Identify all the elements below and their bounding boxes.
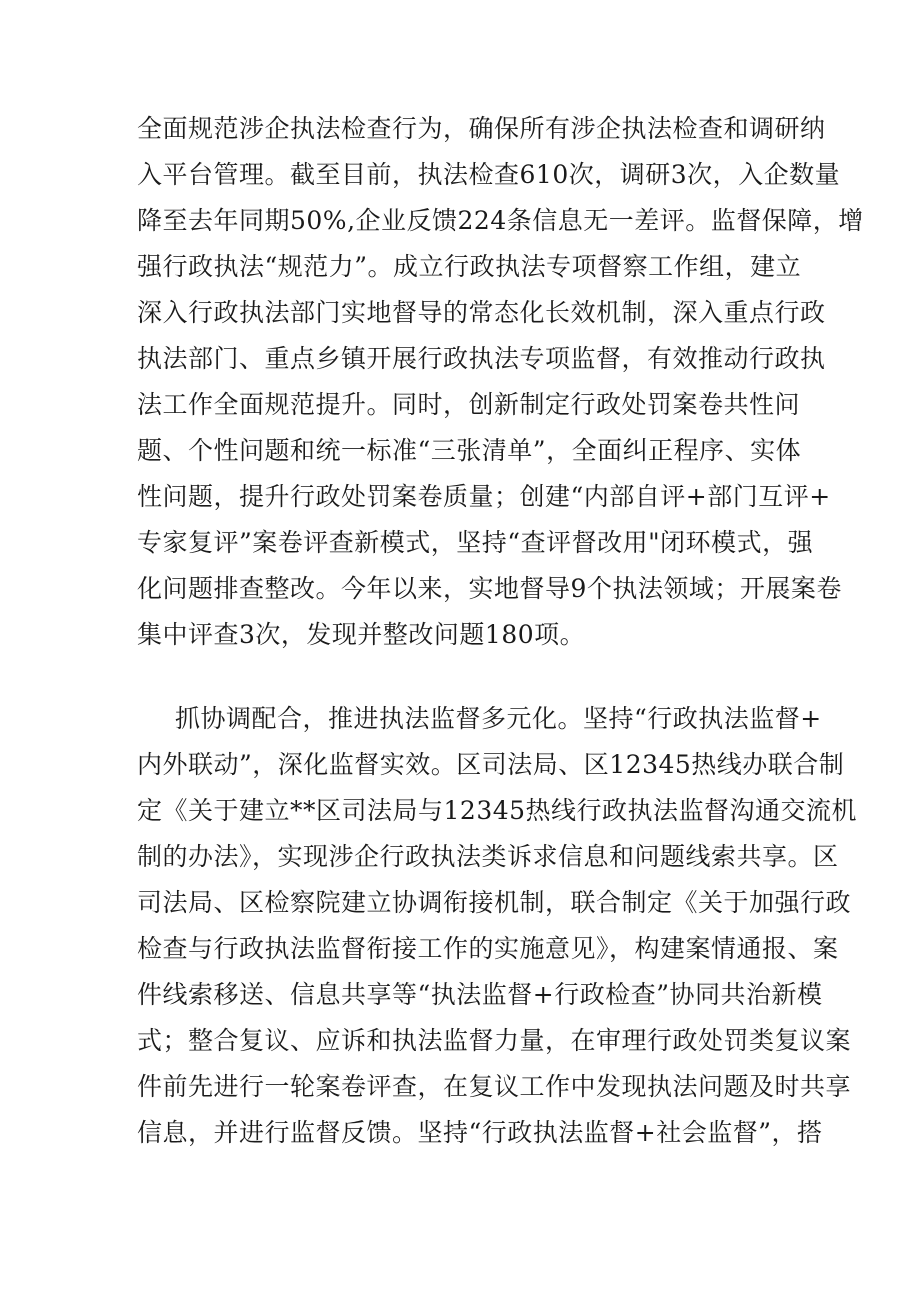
text-line: 司法局、区检察院建立协调衔接机制，联合制定《关于加强行政 (137, 888, 852, 917)
text-line: 法工作全面规范提升。同时，创新制定行政处罚案卷共性问 (137, 390, 801, 419)
text-line: 强行政执法“规范力”。成立行政执法专项督察工作组，建立 (137, 252, 802, 281)
text-line: 制的办法》，实现涉企行政执法类诉求信息和问题线索共享。区 (137, 842, 839, 871)
text-line: 抓协调配合，推进执法监督多元化。坚持“行政执法监督+ (175, 704, 822, 733)
text-line: 式；整合复议、应诉和执法监督力量，在审理行政处罚类复议案 (137, 1026, 852, 1055)
paragraph-2 (137, 696, 858, 1156)
text-line: 定《关于建立**区司法局与12345热线行政执法监督沟通交流机 (137, 796, 858, 825)
paragraph-1 (137, 106, 864, 658)
text-line: 内外联动”，深化监督实效。区司法局、区12345热线办联合制 (137, 750, 845, 779)
text-line: 降至去年同期50%,企业反馈224条信息无一差评。监督保障，增 (137, 206, 864, 235)
text-line: 检查与行政执法监督衔接工作的实施意见》，构建案情通报、案 (137, 934, 839, 963)
text-line: 入平台管理。截至目前，执法检查610次，调研3次，入企数量 (137, 160, 841, 189)
text-line: 执法部门、重点乡镇开展行政执法专项监督，有效推动行政执 (137, 344, 826, 373)
text-line: 专家复评”案卷评查新模式，坚持“查评督改用"闭环模式，强 (137, 528, 814, 557)
text-line: 件前先进行一轮案卷评查，在复议工作中发现执法问题及时共享 (137, 1072, 852, 1101)
text-line: 性问题，提升行政处罚案卷质量；创建“内部自评+部门互评+ (137, 482, 831, 511)
text-line: 集中评查3次，发现并整改问题180项。 (137, 620, 586, 649)
text-line: 深入行政执法部门实地督导的常态化长效机制，深入重点行政 (137, 298, 826, 327)
text-line: 题、个性问题和统一标准“三张清单”，全面纠正程序、实体 (137, 436, 802, 465)
text-line: 化问题排查整改。今年以来，实地督导9个执法领域；开展案卷 (137, 574, 842, 603)
text-line: 件线索移送、信息共享等“执法监督+行政检查”协同共治新模 (137, 980, 823, 1009)
text-line: 全面规范涉企执法检查行为，确保所有涉企执法检查和调研纳 (137, 114, 826, 143)
text-line: 信息，并进行监督反馈。坚持“行政执法监督+社会监督”，搭 (137, 1118, 823, 1147)
